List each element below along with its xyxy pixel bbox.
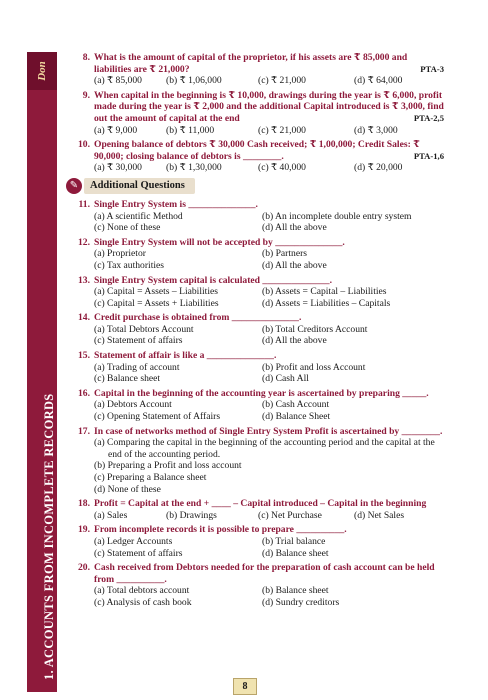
option-b: (b) Drawings	[166, 509, 217, 521]
option-d: (d) Balance Sheet	[262, 411, 331, 423]
question-14	[64, 312, 444, 347]
option-a: (a) Proprietor	[94, 248, 146, 260]
options	[94, 162, 444, 174]
section-header	[66, 178, 444, 194]
question-number: 18.	[78, 498, 90, 510]
question-9	[64, 90, 444, 136]
option-b: (b) Balance sheet	[262, 585, 329, 597]
option-b: (b) ₹ 1,06,000	[166, 75, 222, 87]
question-11	[64, 199, 444, 234]
option-c: (c) Net Purchase	[258, 509, 322, 521]
question-number: 9.	[82, 89, 90, 101]
options	[94, 125, 444, 137]
option-d: (d) ₹ 3,000	[354, 124, 398, 136]
option-b: (b) Trial balance	[262, 535, 326, 547]
options	[94, 286, 444, 309]
option-a: (a) ₹ 30,000	[94, 162, 142, 174]
publisher-logo	[27, 52, 57, 90]
question-17	[64, 426, 444, 496]
option-d: (d) All the above	[262, 335, 327, 347]
question-16	[64, 388, 444, 423]
option-a: (a) Total debtors account	[94, 585, 190, 597]
option-c: (c) Analysis of cash book	[94, 596, 192, 608]
question-number: 14.	[78, 312, 90, 324]
page-number: 8	[233, 678, 257, 695]
question-text: What is the amount of capital of the proprietor, if his assets are ₹ 85,000 and liabilities are ₹ 21,000? PTA-3	[94, 52, 444, 75]
options	[94, 211, 444, 234]
chapter-title: 1. ACCOUNTS FROM INCOMPLETE RECORDS	[42, 393, 56, 680]
option-b: (b) Cash Account	[262, 399, 330, 411]
option-c: (c) ₹ 21,000	[258, 124, 306, 136]
option-c: (c) Opening Statement of Affairs	[94, 411, 221, 423]
option-a: (a) Total Debtors Account	[94, 323, 194, 335]
pta-tag: PTA-3	[420, 63, 444, 74]
option-d: (d) ₹ 20,000	[354, 162, 403, 174]
question-20	[64, 562, 444, 608]
option-b: (b) Profit and loss Account	[262, 361, 366, 373]
option-b: (b) ₹ 1,30,000	[166, 162, 222, 174]
question-number: 17.	[78, 425, 90, 437]
question-text: Statement of affair is like a ______________.	[94, 350, 277, 362]
question-15	[64, 350, 444, 385]
option-c: (c) Preparing a Balance sheet	[94, 472, 207, 483]
option-a: (a) A scientific Method	[94, 210, 183, 222]
question-text: Single Entry System is ______________.	[94, 198, 258, 210]
options	[94, 399, 444, 422]
reading-person-icon: ✎	[66, 178, 82, 194]
option-c: (c) Tax authorities	[94, 259, 165, 271]
option-c: (c) Balance sheet	[94, 373, 161, 385]
option-b: (b) An incomplete double entry system	[262, 210, 412, 222]
question-text: Capital in the beginning of the accounting year is ascertained by preparing _____.	[94, 387, 429, 399]
option-d: (d) None of these	[94, 483, 161, 495]
question-number: 16.	[78, 387, 90, 399]
option-c: (c) Statement of affairs	[94, 335, 183, 347]
question-number: 10.	[78, 139, 90, 151]
question-number: 19.	[78, 524, 90, 536]
option-b: (b) Partners	[262, 248, 308, 260]
question-text: From incomplete records it is possible to prepare __________.	[94, 524, 347, 536]
question-text: Cash received from Debtors needed for the preparation of cash account can be held from __________.	[94, 562, 435, 585]
options	[94, 536, 444, 559]
option-d: (d) Balance sheet	[262, 547, 329, 559]
option-b: (b) Preparing a Profit and loss account	[94, 460, 242, 472]
question-text: In case of networks method of Single Entry System Profit is ascertained by ________.	[94, 425, 443, 437]
option-c: (c) ₹ 21,000	[258, 75, 306, 87]
options	[94, 248, 444, 271]
option-a: (a) ₹ 85,000	[94, 75, 142, 87]
options	[94, 324, 444, 347]
question-text: Opening balance of debtors ₹ 30,000 Cash received; ₹ 1,00,000; Credit Sales: ₹ 90,000; closing balance of debtors is ________. PTA-1,6	[94, 139, 444, 162]
option-b: (b) Assets = Capital – Liabilities	[262, 286, 387, 298]
question-text: Single Entry System will not be accepted by ______________.	[94, 236, 345, 248]
question-number: 8.	[82, 52, 90, 63]
option-c: (c) Statement of affairs	[94, 547, 183, 559]
question-text: Single Entry System capital is calculated ______________.	[94, 274, 332, 286]
option-d: (d) ₹ 64,000	[354, 75, 403, 87]
option-a: (a) Comparing the capital in the beginning of the accounting period and the capital at the end of the accounting period.	[94, 437, 435, 460]
option-b: (b) Total Creditors Account	[262, 323, 368, 335]
section-title: Additional Questions	[84, 178, 195, 194]
question-12	[64, 237, 444, 272]
options	[94, 585, 444, 608]
option-d: (d) Assets = Liabilities – Capitals	[262, 297, 391, 309]
option-c: (c) Capital = Assets + Liabilities	[94, 297, 219, 309]
option-d: (d) Net Sales	[354, 509, 405, 521]
question-number: 15.	[78, 350, 90, 362]
option-d: (d) Cash All	[262, 373, 309, 385]
page-content	[64, 52, 444, 612]
pta-tag: PTA-2,5	[413, 112, 444, 123]
option-a: (a) Ledger Accounts	[94, 535, 173, 547]
question-18	[64, 498, 444, 521]
options	[94, 437, 444, 495]
question-number: 12.	[78, 236, 90, 248]
question-text: Credit purchase is obtained from ______________.	[94, 312, 302, 324]
option-a: (a) Capital = Assets – Liabilities	[94, 286, 218, 298]
option-a: (a) Trading of account	[94, 361, 180, 373]
question-19	[64, 524, 444, 559]
option-d: (d) All the above	[262, 222, 327, 234]
question-number: 13.	[78, 274, 90, 286]
option-b: (b) ₹ 11,000	[166, 124, 215, 136]
question-number: 20.	[78, 562, 90, 574]
option-d: (d) All the above	[262, 259, 327, 271]
question-13	[64, 275, 444, 310]
pta-tag: PTA-1,6	[413, 150, 444, 161]
question-text: When capital in the beginning is ₹ 10,000, drawings during the year is ₹ 6,000, profit made during the year is ₹ 2,000 and the additional Capital introduced is ₹ 3,000, find out the amount of capital at the end PTA-2,5	[94, 89, 444, 124]
option-c: (c) None of these	[94, 222, 161, 234]
question-text: Profit = Capital at the end + ____ – Capital introduced – Capital in the beginning	[94, 498, 427, 510]
logo-text: Don	[36, 61, 48, 81]
option-d: (d) Sundry creditors	[262, 596, 340, 608]
option-a: (a) ₹ 9,000	[94, 124, 138, 136]
question-10	[64, 139, 444, 174]
options	[94, 362, 444, 385]
options	[94, 75, 444, 87]
option-a: (a) Sales	[94, 509, 128, 521]
options	[94, 510, 444, 522]
option-c: (c) ₹ 40,000	[258, 162, 306, 174]
question-8	[64, 52, 444, 87]
option-a: (a) Debtors Account	[94, 399, 172, 411]
question-number: 11.	[78, 198, 90, 210]
